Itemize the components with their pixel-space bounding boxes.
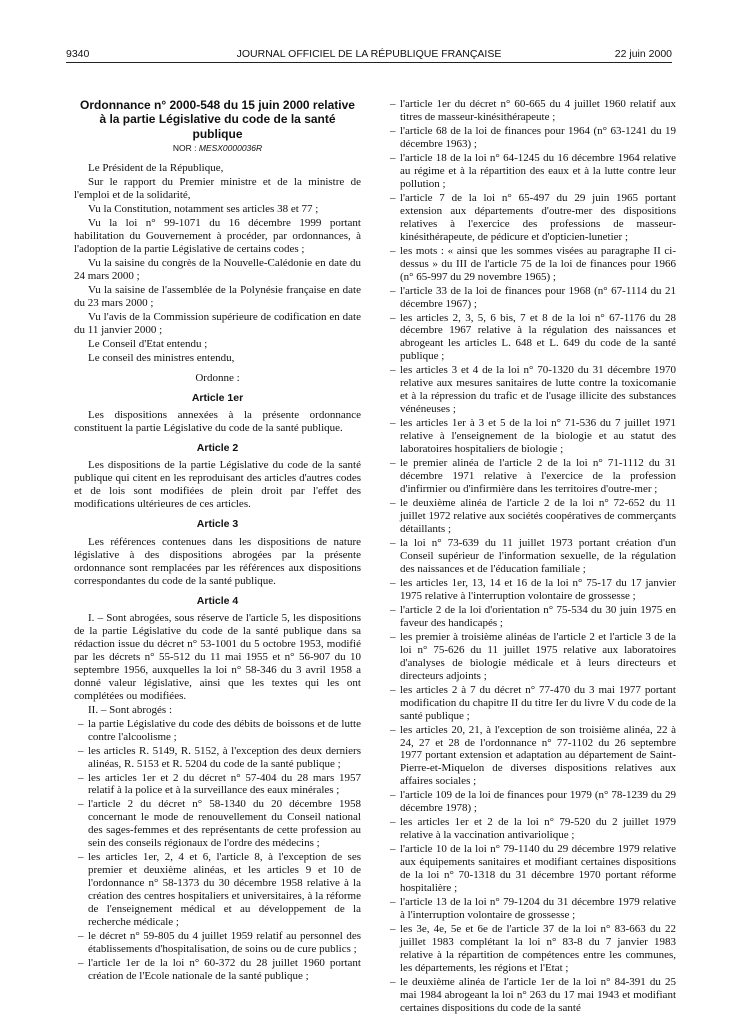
article-text: Les dispositions de la partie Législative du code de la santé publique qui citent en les reproduisant des articles d'autres codes et de lois sont modifiées de plein droit par l'effet des modifications ultérieures de ces articles. bbox=[74, 459, 361, 511]
article-heading: Article 4 bbox=[196, 594, 239, 607]
list-item: – les articles 1er à 3 et 5 de la loi n° 71-536 du 7 juillet 1971 relative à l'enseignement de la biologie et au statut des laboratoires hospitaliers de biologie ; bbox=[390, 417, 676, 456]
article-heading: Article 2 bbox=[196, 442, 239, 454]
preamble-line: Sur le rapport du Premier ministre et de la ministre de l'emploi et de la solidarité, bbox=[74, 176, 361, 202]
article-text: Les références contenues dans les dispositions de nature législative à des dispositions abrogées par la présente ordonnance sont remplacées par les références aux dispositions correspondantes du code de la santé publique. bbox=[74, 535, 361, 587]
list-item: – l'article 109 de la loi de finances pour 1979 (n° 78-1239 du 29 décembre 1978) ; bbox=[390, 789, 676, 815]
abrogated-list-left bbox=[74, 718, 361, 983]
list-item: – l'article 18 de la loi n° 64-1245 du 16 décembre 1964 relative au régime et à la répartition des eaux et à la lutte contre leur pollution ; bbox=[390, 152, 676, 191]
preamble-line: Vu la Constitution, notamment ses articles 38 et 77 ; bbox=[88, 203, 319, 216]
page-number: 9340 bbox=[66, 48, 90, 60]
ordinance-title-line-2: à la partie Législative du code de la santé publique bbox=[99, 112, 336, 141]
left-column bbox=[74, 98, 361, 984]
list-item: – les articles 1er et 2 de la loi n° 79-520 du 2 juillet 1979 relative à la vaccination antivariolique ; bbox=[390, 816, 676, 842]
ordonne-line: Ordonne : bbox=[195, 371, 240, 384]
list-item: – le décret n° 59-805 du 4 juillet 1959 relatif au personnel des établissements d'hospitalisation, de soins ou de cure publics ; bbox=[78, 930, 361, 956]
preamble-line: Le Conseil d'Etat entendu ; bbox=[88, 337, 208, 350]
article-text: I. – Sont abrogées, sous réserve de l'article 5, les dispositions de la partie Législative du code de la santé publique dans sa rédaction issue du décret n° 53-1001 du 5 octobre 1953, modifié par les décrets n° 55-512 du 11 mai 1955 et n° 56-907 du 10 septembre 1956, auxquelles la loi n° 58-346 du 3 avril 1958 a donné valeur législative, ainsi que les textes qui les ont complétées ou modifiées. bbox=[74, 611, 361, 702]
preamble-line: Vu la loi n° 99-1071 du 16 décembre 1999 portant habilitation du Gouvernement à procéder, par ordonnances, à l'adoption de la partie Législative de certains codes ; bbox=[74, 217, 361, 255]
list-item: – le deuxième alinéa de l'article 1er de la loi n° 84-391 du 25 mai 1984 abrogeant la loi n° 263 du 17 mai 1943 et modifiant certaines dispositions du code de la santé bbox=[390, 976, 676, 1015]
article-heading: Article 1er bbox=[191, 391, 244, 404]
list-item: – les premier à troisième alinéas de l'article 2 et l'article 3 de la loi n° 75-626 du 11 juillet 1975 relative aux laboratoires d'analyses de biologie médicale et à leurs directeurs et directeurs adjoints ; bbox=[390, 631, 676, 683]
list-item: – la partie Législative du code des débits de boissons et de lutte contre l'alcoolisme ; bbox=[78, 718, 361, 744]
list-item: – l'article 33 de la loi de finances pour 1968 (n° 67-1114 du 21 décembre 1967) ; bbox=[390, 285, 676, 311]
journal-title: JOURNAL OFFICIEL DE LA RÉPUBLIQUE FRANÇAISE bbox=[236, 48, 502, 60]
ordinance-title-line-1: Ordonnance n° 2000-548 du 15 juin 2000 relative bbox=[80, 98, 355, 112]
right-column bbox=[390, 98, 676, 1016]
preamble-line: Vu la saisine du congrès de la Nouvelle-Calédonie en date du 24 mars 2000 ; bbox=[74, 256, 361, 282]
abrogated-list-right bbox=[390, 98, 676, 1015]
list-item: – l'article 1er du décret n° 60-665 du 4 juillet 1960 relatif aux titres de masseur-kinésithérapeute ; bbox=[390, 98, 676, 124]
list-item: – les articles 1er, 2, 4 et 6, l'article 8, à l'exception de ses premier et deuxième alinéas, et les articles 9 et 10 de l'ordonnance n° 58-1373 du 30 décembre 1958 relative à la création des centres hospitaliers et universitaires, à la réforme de l'enseignement médical et au développement de la recherche médicale ; bbox=[78, 851, 361, 929]
header-rule bbox=[66, 62, 672, 63]
list-item: – les articles 20, 21, à l'exception de son troisième alinéa, 22 à 24, 27 et 28 de l'ordonnance n° 77-1102 du 26 septembre 1977 portant extension et adaptation au département de Saint-Pierre-et-Miquelon de diverses dispositions relatives aux affaires sociales ; bbox=[390, 724, 676, 789]
issue-date: 22 juin 2000 bbox=[614, 48, 672, 60]
list-item: – l'article 68 de la loi de finances pour 1964 (n° 63-1241 du 19 décembre 1963) ; bbox=[390, 125, 676, 151]
list-item: – l'article 2 du décret n° 58-1340 du 20 décembre 1958 concernant le mode de renouvellement du Conseil national des sages-femmes et des représentants de cette profession au sein des conseils régionaux de l'ordre des médecins ; bbox=[78, 798, 361, 850]
list-item: – l'article 1er de la loi n° 60-372 du 28 juillet 1960 portant création de l'Ecole nationale de la santé publique ; bbox=[78, 957, 361, 983]
list-item: – les articles 1er, 13, 14 et 16 de la loi n° 75-17 du 17 janvier 1975 relative à l'interruption volontaire de grossesse ; bbox=[390, 577, 676, 603]
list-item: – l'article 2 de la loi d'orientation n° 75-534 du 30 juin 1975 en faveur des handicapés ; bbox=[390, 604, 676, 630]
preamble-line: Le conseil des ministres entendu, bbox=[88, 351, 235, 364]
preamble-line: Vu l'avis de la Commission supérieure de codification en date du 11 janvier 2000 ; bbox=[74, 310, 361, 336]
nor-reference bbox=[74, 143, 361, 153]
list-item: – les articles 2 à 7 du décret n° 77-470 du 3 mai 1977 portant modification du chapitre II du titre Ier du livre V du code de la santé publique ; bbox=[390, 684, 676, 723]
list-item: – l'article 7 de la loi n° 65-497 du 29 juin 1965 portant extension aux départements d'outre-mer des dispositions relatives à l'exercice des professions de masseur-kinésithérapeute, de pédicure et d'opticien-lunetier ; bbox=[390, 192, 676, 244]
list-item: – les articles 3 et 4 de la loi n° 70-1320 du 31 décembre 1970 relative aux mesures sanitaires de lutte contre la toxicomanie et à la répression du trafic et de l'usage illicite des substances vénéneuses ; bbox=[390, 364, 676, 416]
article-heading: Article 3 bbox=[196, 518, 239, 531]
list-item: – l'article 10 de la loi n° 79-1140 du 29 décembre 1979 relative aux équipements sanitaires et modifiant certaines dispositions de la loi n° 70-1318 du 31 décembre 1970 portant réforme hospitalière ; bbox=[390, 843, 676, 895]
preamble-line: Le Président de la République, bbox=[88, 162, 224, 175]
list-item: – les 3e, 4e, 5e et 6e de l'article 37 de la loi n° 83-663 du 22 juillet 1983 complétant la loi n° 83-8 du 7 janvier 1983 relative à la répartition de compétences entre les communes, les départements, les régions et l'Etat ; bbox=[390, 923, 676, 975]
nor-code: MESX0000036R bbox=[198, 143, 263, 154]
article-text: II. – Sont abrogés : bbox=[88, 703, 173, 716]
list-item: – l'article 13 de la loi n° 79-1204 du 31 décembre 1979 relative à l'interruption volontaire de grossesse ; bbox=[390, 896, 676, 922]
list-item: – les articles 2, 3, 5, 6 bis, 7 et 8 de la loi n° 67-1176 du 28 décembre 1967 relative à la régulation des naissances et abrogeant les articles L. 648 et L. 649 du code de la santé publique ; bbox=[390, 312, 676, 364]
article-text: Les dispositions annexées à la présente ordonnance constituent la partie Législative du code de la santé publique. bbox=[74, 409, 361, 435]
list-item: – les articles R. 5149, R. 5152, à l'exception des deux derniers alinéas, R. 5153 et R. 5204 du code de la santé publique ; bbox=[78, 745, 361, 771]
list-item: – les mots : « ainsi que les sommes visées au paragraphe II ci-dessus » du III de l'article 75 de la loi de finances pour 1966 (n° 65-997 du 29 novembre 1965) ; bbox=[390, 245, 676, 284]
list-item: – le deuxième alinéa de l'article 2 de la loi n° 72-652 du 11 juillet 1972 relative aux sociétés coopératives de commerçants détaillants ; bbox=[390, 497, 676, 536]
nor-label: NOR : bbox=[172, 143, 197, 154]
list-item: – les articles 1er et 2 du décret n° 57-404 du 28 mars 1957 relatif à la police et à la surveillance des eaux minérales ; bbox=[78, 772, 361, 798]
preamble-line: Vu la saisine de l'assemblée de la Polynésie française en date du 23 mars 2000 ; bbox=[74, 283, 361, 309]
list-item: – le premier alinéa de l'article 2 de la loi n° 71-1112 du 31 décembre 1971 relative à l'exercice de la profession d'infirmier ou d'infirmière dans les territoires d'outre-mer ; bbox=[390, 457, 676, 496]
list-item: – la loi n° 73-639 du 11 juillet 1973 portant création d'un Conseil supérieur de l'information sexuelle, de la régulation des naissances et de l'éducation familiale ; bbox=[390, 537, 676, 576]
